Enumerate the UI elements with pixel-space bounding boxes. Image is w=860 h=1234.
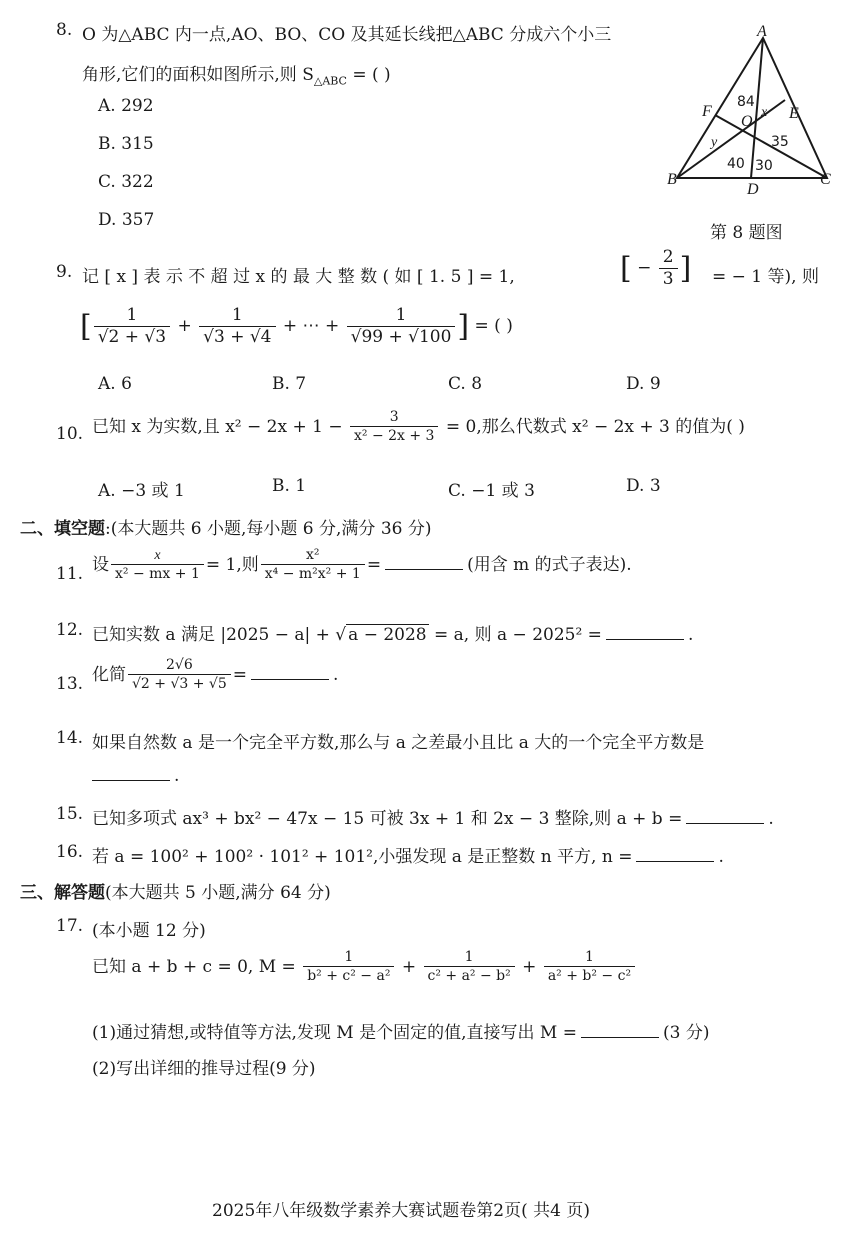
label-point-o: O [741, 113, 753, 130]
q10-option-b: B. 1 [272, 476, 307, 496]
q11-number: 11. [56, 564, 84, 584]
q13-stem: 化简 $\frac{2√6}{√2 + √3 + √5}$ = . [92, 657, 339, 693]
q8-option-b: B. 315 [98, 134, 154, 154]
q14-answer-line: . [88, 766, 179, 786]
q9-option-b: B. 7 [272, 374, 307, 394]
q13-answer-blank [251, 665, 329, 680]
q11-answer-blank [385, 555, 463, 570]
q9-expression: [ $\frac{1}{√2 + √3}$ + $\frac{1}{√3 + √4}$ + ⋯ + $\frac{1}{√99 + √100}$ ] = ( ) [80, 305, 513, 347]
q8-figure-caption: 第 8 题图 [710, 223, 783, 243]
area-label-30: 30 [755, 158, 773, 174]
q17-part1: (1)通过猜想,或特值等方法,发现 M 是个固定的值,直接写出 M = (3 分) [92, 1023, 710, 1043]
label-vertex-b: B [667, 171, 677, 188]
q17-points: (本小题 12 分) [92, 921, 206, 941]
label-vertex-a: A [757, 23, 767, 40]
label-point-d: D [747, 181, 759, 198]
q17-part2: (2)写出详细的推导过程(9 分) [92, 1059, 316, 1079]
q17-number: 17. [56, 916, 84, 936]
area-label-84: 84 [737, 94, 755, 110]
q10-stem: 已知 x 为实数,且 x² − 2x + 1 − $\frac{3}{\text{x² − 2x + 3}}$ = 0,那么代数式 x² − 2x + 3 的值为( ) [92, 409, 745, 445]
q16-number: 16. [56, 842, 84, 862]
q9-example-tail: = − 1 等), 则 [712, 267, 819, 287]
q8-option-d: D. 357 [98, 210, 155, 230]
q8-option-a: A. 292 [98, 96, 154, 116]
q14-number: 14. [56, 728, 84, 748]
q16-answer-blank [636, 847, 714, 862]
section2-heading: 二、填空题:(本大题共 6 小题,每小题 6 分,满分 36 分) [20, 519, 432, 539]
q9-option-d: D. 9 [626, 374, 661, 394]
q8-stem-line2: 角形,它们的面积如图所示,则 $S_{\triangle ABC}$ = ( ) [82, 65, 391, 88]
q15-number: 15. [56, 804, 84, 824]
area-label-y: y [711, 135, 718, 150]
q10-option-d: D. 3 [626, 476, 661, 496]
label-point-f: F [702, 103, 712, 120]
q8-number: 8. [56, 20, 73, 40]
q9-option-c: C. 8 [448, 374, 483, 394]
q9-option-a: A. 6 [98, 374, 132, 394]
q12-answer-blank [606, 625, 684, 640]
label-vertex-c: C [820, 171, 831, 188]
q8-figure [665, 22, 850, 202]
q10-number: 10. [56, 424, 84, 444]
q8-option-c: C. 322 [98, 172, 154, 192]
area-label-40: 40 [727, 156, 745, 172]
q10-option-a: A. −3 或 1 [98, 481, 185, 501]
q12-number: 12. [56, 620, 84, 640]
q14-stem: 如果自然数 a 是一个完全平方数,那么与 a 之差最小且比 a 大的一个完全平方数是 [92, 733, 705, 753]
q8-stem-line1: O 为△ABC 内一点,AO、BO、CO 及其延长线把△ABC 分成六个小三 [82, 25, 612, 45]
q13-number: 13. [56, 674, 84, 694]
q10-option-c: C. −1 或 3 [448, 481, 535, 501]
page-footer: 2025年八年级数学素养大赛试题卷第2页( 共4 页) [212, 1201, 590, 1221]
label-point-e: E [789, 105, 799, 122]
q14-answer-blank [92, 766, 170, 781]
q12-stem: 已知实数 a 满足 |2025 − a| + √ a − 2028 = a, 则 a − 2025² = . [92, 625, 694, 645]
section3-heading: 三、解答题(本大题共 5 小题,满分 64 分) [20, 883, 331, 903]
q15-answer-blank [686, 809, 764, 824]
q9-stem: 记 [ x ] 表 示 不 超 过 x 的 最 大 整 数 ( 如 [ 1. 5 ] = 1, [82, 267, 515, 287]
area-label-x: x [761, 105, 768, 120]
q16-stem: 若 a = 100² + 100² · 101² + 101²,小强发现 a 是正整数 n 平方, n = . [92, 847, 724, 867]
q17-given: 已知 a + b + c = 0, M = $\frac{1}{\text{b² + c² − a²}}$ + $\frac{1}{\text{c² + a² − b²}}$ + $\frac{1}{\text{a² + b² − c²}}$ [92, 950, 637, 984]
area-label-35: 35 [771, 134, 789, 150]
q15-stem: 已知多项式 ax³ + bx² − 47x − 15 可被 3x + 1 和 2x − 3 整除,则 a + b = . [92, 809, 774, 829]
q9-number: 9. [56, 262, 73, 282]
q9-example: [ − $\frac{2}{3}$ ] [620, 247, 692, 289]
q11-stem: 设 $\frac{x}{\text{x² − mx + 1}}$ = 1,则 $\frac{\text{x²}}{\text{x⁴ − m²x² + 1}}$ = (用含 m 的式子表达). [92, 547, 632, 583]
q17-answer-blank [581, 1023, 659, 1038]
